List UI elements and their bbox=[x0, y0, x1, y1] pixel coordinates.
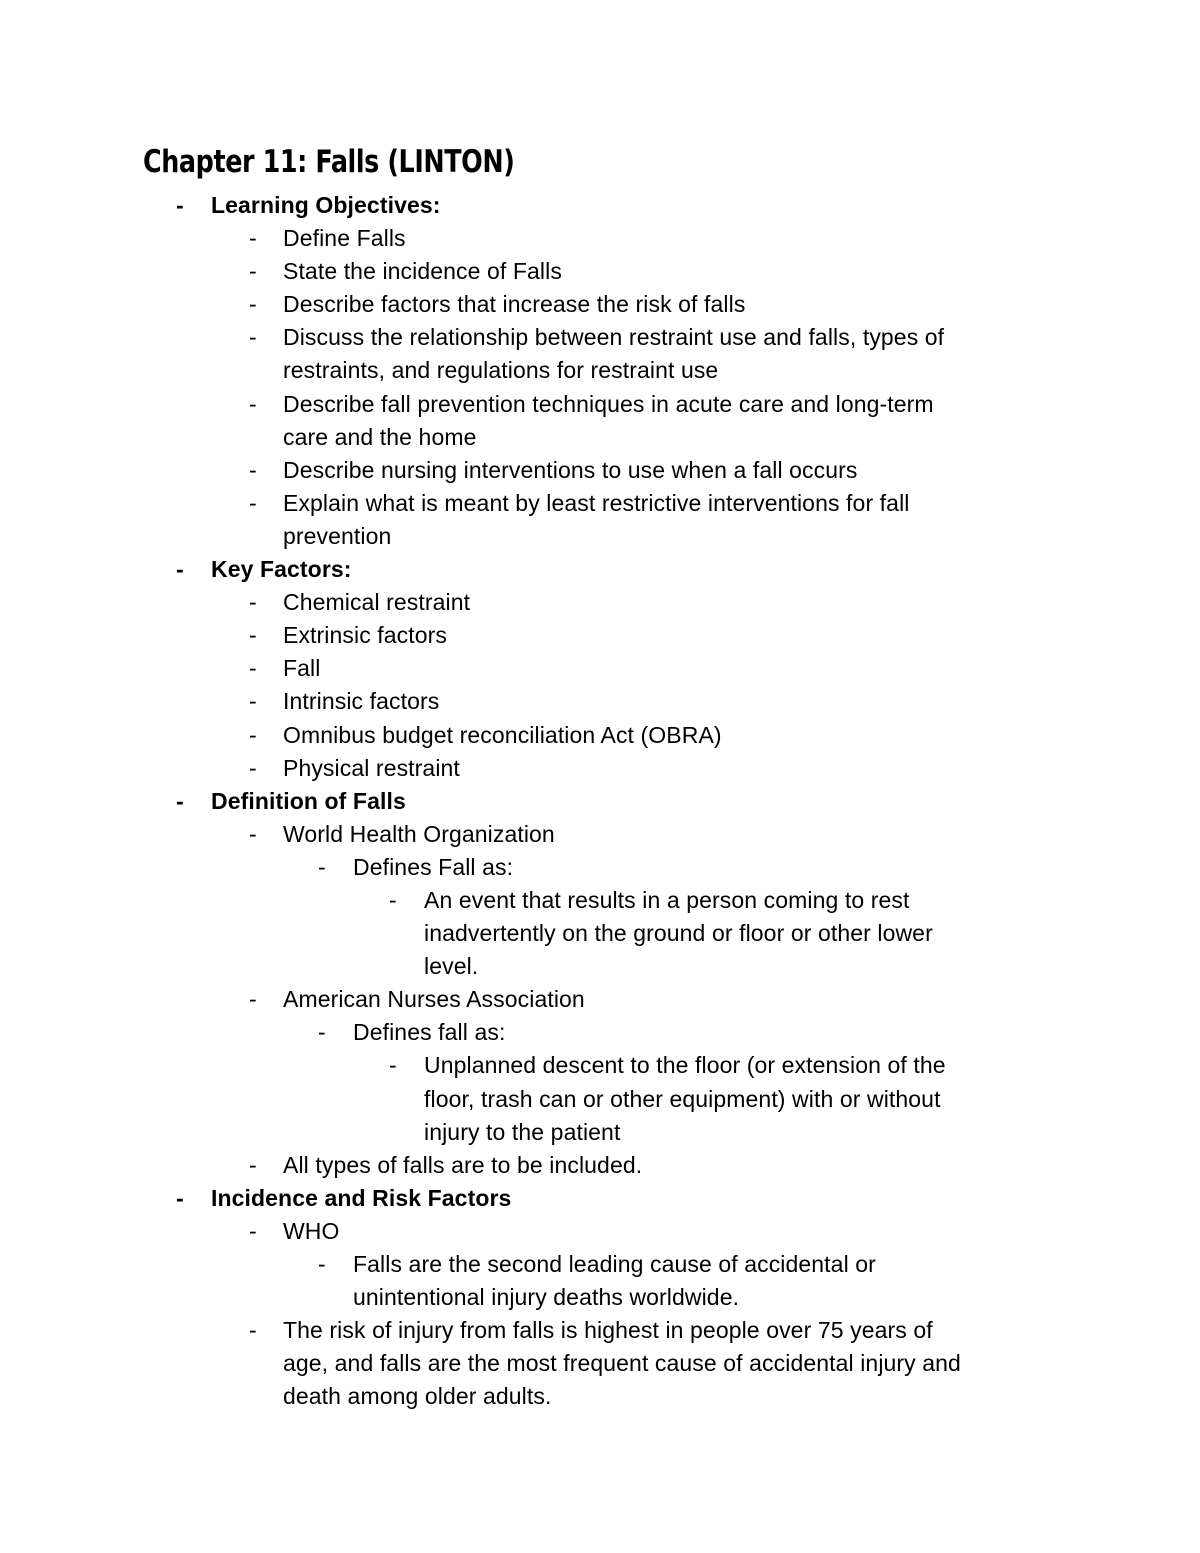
list-item bbox=[0, 752, 1200, 785]
item-text: Defines fall as: bbox=[353, 1019, 506, 1046]
item-text-line: Explain what is meant by least restrictive interventions for fall bbox=[283, 489, 910, 516]
item-text-line: care and the home bbox=[283, 423, 477, 450]
bullet-dash: - bbox=[318, 1019, 326, 1046]
item-text: Defines Fall as: bbox=[353, 853, 514, 880]
bullet-dash: - bbox=[176, 787, 184, 814]
bullet-dash: - bbox=[389, 886, 397, 913]
bullet-dash: - bbox=[249, 456, 257, 483]
section-heading-incidence-and-risk-factors bbox=[0, 1182, 1200, 1215]
bullet-dash: - bbox=[249, 754, 257, 781]
item-text-line: An event that results in a person coming to rest bbox=[424, 886, 910, 913]
item-text: Intrinsic factors bbox=[283, 688, 440, 715]
item-text: WHO bbox=[283, 1217, 340, 1244]
bullet-dash: - bbox=[249, 291, 257, 318]
heading-text: Definition of Falls bbox=[211, 787, 406, 814]
heading-text: Incidence and Risk Factors bbox=[211, 1184, 512, 1211]
list-item bbox=[0, 1314, 1200, 1413]
bullet-dash: - bbox=[318, 1251, 326, 1277]
list-item bbox=[0, 454, 1200, 487]
item-text-line: restraints, and regulations for restraint use bbox=[283, 357, 719, 384]
bullet-dash: - bbox=[249, 1151, 257, 1178]
bullet-dash: - bbox=[249, 1217, 257, 1244]
list-item bbox=[0, 1215, 1200, 1248]
item-text: Chemical restraint bbox=[283, 589, 471, 616]
list-item bbox=[0, 619, 1200, 652]
heading-text: Learning Objectives: bbox=[211, 192, 441, 218]
item-text: Describe factors that increase the risk of falls bbox=[283, 291, 746, 318]
item-text: Describe nursing interventions to use when a fall occurs bbox=[283, 456, 858, 483]
bullet-dash: - bbox=[249, 225, 257, 252]
item-text-line: Unplanned descent to the floor (or extension of the bbox=[424, 1052, 946, 1079]
list-item bbox=[0, 255, 1200, 288]
bullet-dash: - bbox=[318, 853, 326, 880]
item-text-line: level. bbox=[424, 953, 479, 980]
item-text: Fall bbox=[283, 655, 321, 682]
list-item bbox=[0, 685, 1200, 718]
bullet-dash: - bbox=[249, 688, 257, 715]
notes-outline bbox=[0, 189, 1200, 1413]
list-item bbox=[0, 288, 1200, 321]
item-text-line: The risk of injury from falls is highest in people over 75 years of bbox=[283, 1317, 933, 1344]
item-text: State the incidence of Falls bbox=[283, 258, 562, 285]
bullet-dash: - bbox=[249, 622, 257, 649]
bullet-dash: - bbox=[249, 721, 257, 748]
list-item bbox=[0, 818, 1200, 851]
section-heading-definition-of-falls bbox=[0, 785, 1200, 818]
bullet-dash: - bbox=[249, 1317, 257, 1344]
bullet-dash: - bbox=[249, 589, 257, 616]
bullet-dash: - bbox=[176, 1184, 184, 1211]
list-item bbox=[0, 388, 1200, 454]
item-text-line: Describe fall prevention techniques in acute care and long-term bbox=[283, 390, 934, 417]
bullet-dash: - bbox=[249, 986, 257, 1013]
bullet-dash: - bbox=[249, 390, 257, 417]
item-text-line: death among older adults. bbox=[283, 1383, 552, 1410]
item-text: Omnibus budget reconciliation Act (OBRA) bbox=[283, 721, 722, 748]
list-item bbox=[0, 851, 1200, 884]
section-heading-key-factors bbox=[0, 553, 1200, 586]
bullet-dash: - bbox=[176, 556, 184, 583]
bullet-dash: - bbox=[176, 192, 184, 218]
item-text: Physical restraint bbox=[283, 754, 460, 781]
item-text-line: Discuss the relationship between restraint use and falls, types of bbox=[283, 324, 945, 351]
bullet-dash: - bbox=[249, 820, 257, 847]
bullet-dash: - bbox=[249, 655, 257, 682]
list-item bbox=[0, 652, 1200, 685]
list-item bbox=[0, 321, 1200, 387]
item-text: American Nurses Association bbox=[283, 986, 585, 1013]
heading-text: Key Factors: bbox=[211, 556, 352, 583]
document-title: Chapter 11: Falls (LINTON) bbox=[143, 144, 515, 180]
list-item bbox=[0, 1149, 1200, 1182]
item-text-line: unintentional injury deaths worldwide. bbox=[353, 1284, 740, 1311]
item-text: All types of falls are to be included. bbox=[283, 1151, 643, 1178]
item-text-line: floor, trash can or other equipment) with or without bbox=[424, 1085, 941, 1112]
bullet-dash: - bbox=[249, 324, 257, 351]
item-text-line: inadvertently on the ground or floor or other lower bbox=[424, 920, 933, 947]
list-item bbox=[0, 884, 1200, 983]
list-item bbox=[0, 1049, 1200, 1148]
list-item bbox=[0, 719, 1200, 752]
bullet-dash: - bbox=[249, 258, 257, 285]
list-item bbox=[0, 586, 1200, 619]
bullet-dash: - bbox=[249, 489, 257, 516]
list-item bbox=[0, 222, 1200, 255]
item-text-line: age, and falls are the most frequent cause of accidental injury and bbox=[283, 1350, 961, 1377]
list-item bbox=[0, 1248, 1200, 1314]
item-text: Extrinsic factors bbox=[283, 622, 448, 649]
list-item bbox=[0, 1016, 1200, 1049]
item-text-line: prevention bbox=[283, 522, 392, 549]
section-heading-learning-objectives bbox=[0, 189, 1200, 222]
item-text: Define Falls bbox=[283, 225, 406, 252]
list-item bbox=[0, 983, 1200, 1016]
item-text: World Health Organization bbox=[283, 820, 555, 847]
item-text-line: injury to the patient bbox=[424, 1118, 621, 1145]
bullet-dash: - bbox=[389, 1052, 397, 1079]
item-text-line: Falls are the second leading cause of accidental or bbox=[353, 1251, 876, 1277]
list-item bbox=[0, 487, 1200, 553]
